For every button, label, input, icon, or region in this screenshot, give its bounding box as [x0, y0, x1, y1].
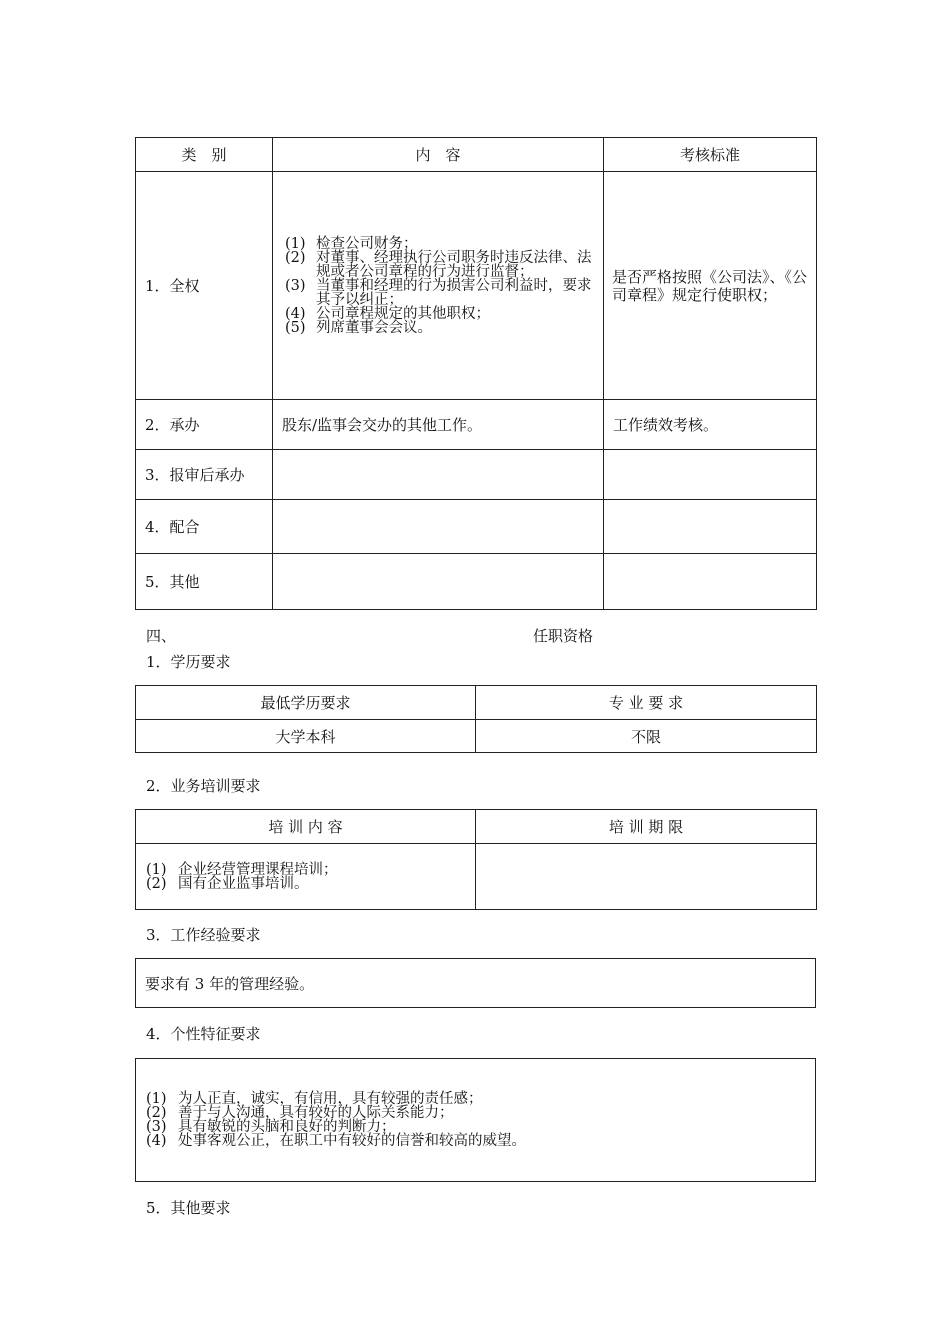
row4-standard: [604, 500, 817, 554]
row5-content: [273, 554, 604, 610]
list-item: (2) 善于与人沟通，具有较好的人际关系能力；: [146, 1105, 454, 1121]
row1-content: [273, 172, 604, 400]
personality-heading: 4．个性特征要求: [146, 1025, 261, 1043]
row4-content: [273, 500, 604, 554]
list-item: (2) 对董事、经理执行公司职务时违反法律、法规或者公司章程的行为进行监督；: [285, 249, 592, 280]
section-title: 任职资格: [533, 627, 594, 645]
experience-heading: 3．工作经验要求: [146, 926, 261, 944]
row4-category: 4．配合: [136, 500, 273, 554]
list-item: (4) 公司章程规定的其他职权；: [285, 305, 490, 322]
training-content: [136, 844, 476, 910]
experience-table: [135, 958, 816, 1008]
row3-standard: [604, 450, 817, 500]
row5-category: 5．其他: [136, 554, 273, 610]
list-item: (4) 处事客观公正，在职工中有较好的信誉和较高的威望。: [146, 1133, 526, 1149]
education-table: [135, 685, 817, 753]
list-item: (1) 企业经营管理课程培训；: [146, 861, 338, 878]
list-item: (1) 检查公司财务；: [285, 235, 418, 252]
training-header-content: 培 训 内 容: [136, 810, 476, 844]
education-heading: 1．学历要求: [146, 653, 231, 671]
list-item: (5) 列席董事会会议。: [285, 319, 432, 336]
row1-category: 1．全权: [136, 172, 273, 400]
education-level-value: 大学本科: [136, 720, 476, 753]
section-number: 四、: [146, 627, 177, 645]
list-item: (2) 国有企业监事培训。: [146, 875, 309, 892]
duty-table: [135, 137, 817, 610]
training-heading: 2．业务培训要求: [146, 777, 261, 795]
row3-category: 3．报审后承办: [136, 450, 273, 500]
header-category: 类 别: [136, 138, 273, 172]
row1-standard: [604, 172, 817, 400]
education-header-level: 最低学历要求: [136, 686, 476, 720]
other-heading: 5．其他要求: [146, 1199, 231, 1217]
list-item: (1) 为人正直，诚实，有信用，具有较强的责任感；: [146, 1091, 483, 1107]
header-content: 内 容: [273, 138, 604, 172]
list-item: (3) 当董事和经理的行为损害公司利益时，要求其予以纠正；: [285, 277, 592, 308]
personality-table: [135, 1058, 816, 1182]
personality-list: [136, 1092, 815, 1148]
training-list: [136, 863, 475, 891]
row2-content: 股东/监事会交办的其他工作。: [273, 400, 604, 450]
row1-content-list: [273, 237, 603, 335]
header-standard: 考核标准: [604, 138, 817, 172]
row5-standard: [604, 554, 817, 610]
education-header-major: 专 业 要 求: [476, 686, 817, 720]
personality-content: [136, 1059, 816, 1182]
row2-standard: 工作绩效考核。: [604, 400, 817, 450]
list-item: (3) 具有敏锐的头脑和良好的判断力；: [146, 1119, 396, 1135]
training-header-period: 培 训 期 限: [476, 810, 817, 844]
training-table: [135, 809, 817, 910]
experience-text: 要求有 3 年的管理经验。: [136, 959, 816, 1008]
row2-category: 2．承办: [136, 400, 273, 450]
training-period: [476, 844, 817, 910]
row1-standard-text: 是否严格按照《公司法》、《公司章程》规定行使职权；: [612, 267, 808, 304]
row3-content: [273, 450, 604, 500]
education-major-value: 不限: [476, 720, 817, 753]
